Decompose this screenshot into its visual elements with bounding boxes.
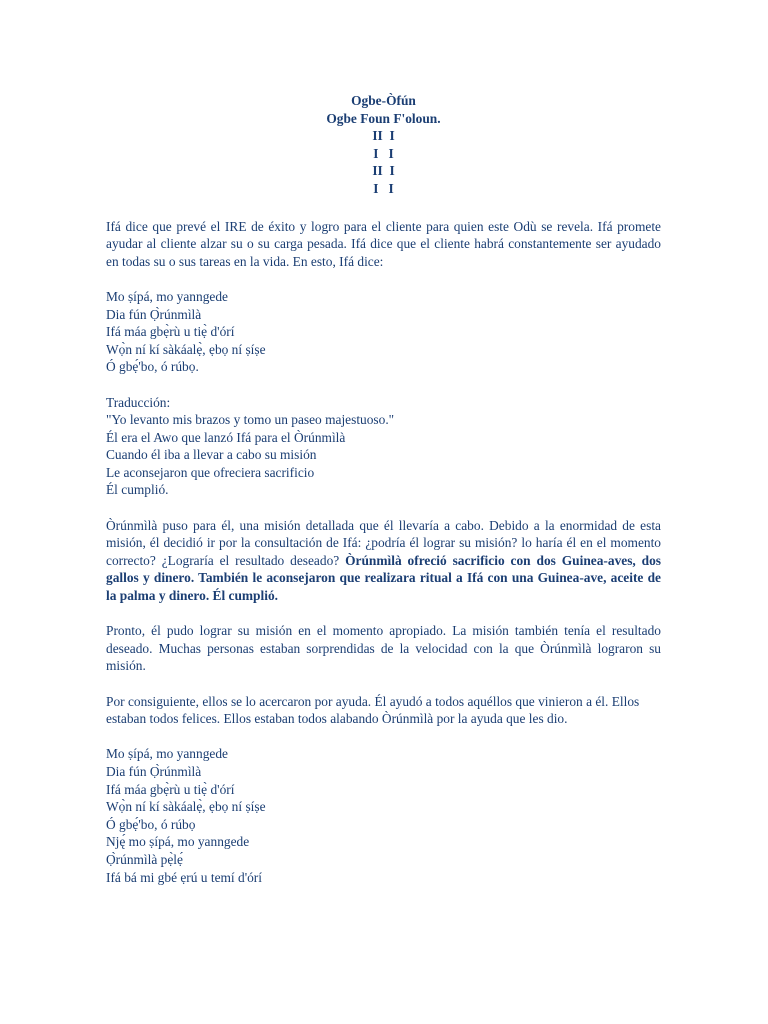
verse-line: Ó gbẹ́'bo, ó rúbọ	[106, 816, 196, 832]
mission-paragraph	[106, 517, 661, 605]
document-page	[106, 92, 661, 904]
translation-line: Cuando él iba a llevar a cabo su misión	[106, 447, 317, 463]
verse-line: Ọ̀rúnmìlà pẹ̀lẹ́	[106, 851, 183, 867]
odu-title: Ogbe-Òfún	[351, 93, 416, 108]
mission-text: Òrúnmìlà puso para él, una misión detallada que él llevaría a cabo. Debido a la enormidad de esta misión, él decidió ir por la consultación de Ifá: ¿podría él lograr su misión? lo haría él en el momento correcto? ¿Lograría el resultado deseado?	[106, 517, 661, 568]
verse-line: Ifá bá mi gbé ẹrú u temí d'órí	[106, 869, 262, 885]
verse-line: Wọ̀n ní kí sàkáalẹ̀, ẹbọ ní ṣíṣe	[106, 341, 266, 357]
verse-block-1	[106, 288, 661, 376]
odu-mark-line: I I	[373, 180, 394, 196]
translation-line: Él era el Awo que lanzó Ifá para el Òrúnmìlà	[106, 429, 346, 445]
verse-line: Ifá máa gbẹ̀rù u tiẹ̀ d'órí	[106, 781, 235, 797]
verse-line: Mo ṣípá, mo yanngede	[106, 288, 228, 304]
odu-mark-line: II I	[372, 128, 395, 144]
verse-line: Wọ̀n ní kí sàkáalẹ̀, ẹbọ ní ṣíṣe	[106, 799, 266, 815]
verse-line: Dia fún Ọ̀rúnmìlà	[106, 763, 202, 779]
verse-line: Ó gbẹ́'bo, ó rúbọ.	[106, 359, 199, 375]
translation-line: "Yo levanto mis brazos y tomo un paseo majestuoso."	[106, 412, 395, 428]
verse-line: Nję́ mo ṣípá, mo yanngede	[106, 834, 250, 850]
translation-line: Él cumplió.	[106, 482, 169, 498]
odu-mark-line: I I	[373, 145, 394, 161]
odu-subtitle: Ogbe Foun F'oloun.	[326, 110, 441, 126]
verse-line: Dia fún Ọ̀rúnmìlà	[106, 306, 202, 322]
odu-mark-line: II I	[372, 163, 395, 179]
consequently-paragraph: Por consiguiente, ellos se lo acercaron por ayuda. Él ayudó a todos aquéllos que vinieron a él. Ellos estaban todos felices. Ellos estaban todos alabando Òrúnmìlà por la ayuda que les dio.	[106, 693, 640, 727]
translation-block	[106, 394, 661, 500]
translation-line: Le aconsejaron que ofreciera sacrificio	[106, 464, 315, 480]
translation-heading: Traducción:	[106, 394, 171, 410]
document-header	[106, 92, 661, 198]
verse-line: Ifá máa gbẹ̀rù u tiẹ̀ d'órí	[106, 324, 235, 340]
intro-paragraph: Ifá dice que prevé el IRE de éxito y logro para el cliente para quien este Odù se revela. Ifá promete ayudar al cliente alzar su o su carga pesada. Ifá dice que el cliente habrá constantemente ser ayudado en todas su o sus tareas en la vida. En esto, Ifá dice:	[106, 218, 661, 269]
verse-block-2	[106, 745, 661, 886]
soon-paragraph: Pronto, él pudo lograr su misión en el momento apropiado. La misión también tenía el resultado deseado. Muchas personas estaban sorprendidas de la velocidad con la que Òrúnmìlà lograron su misión.	[106, 623, 661, 674]
verse-line: Mo ṣípá, mo yanngede	[106, 746, 228, 762]
mission-sacrifice-text: Òrúnmìlà ofreció sacrificio con dos Guinea-aves, dos gallos y dinero. También le aconsejaron que realizara ritual a Ifá con una Guinea-ave, aceite de la palma y dinero. Él cumplió.	[106, 552, 662, 604]
